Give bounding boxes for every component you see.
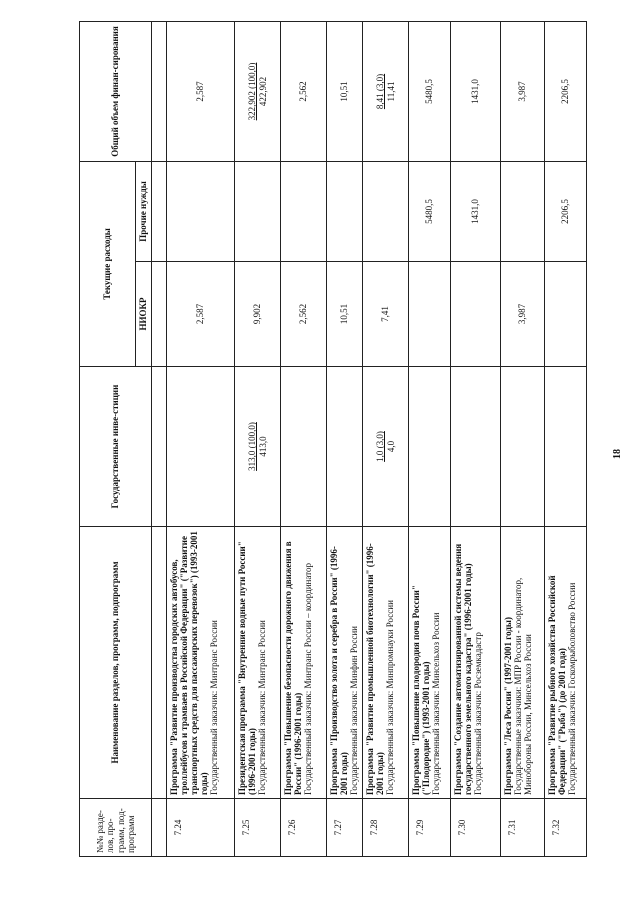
program-title: Программа "Развитие производства городских автобусов, троллейбусов и трамваев в Российской Федерации" ("Развитие транспортных средств для пассажирских перевозок") (1993-2001 годы) [169,531,210,795]
table-row [281,21,327,856]
table-row [501,21,545,856]
row-name-cell [327,527,363,799]
other-cell [167,161,235,261]
niokr-value: 3,987 [517,303,528,325]
other-cell [451,161,501,261]
total-cell [235,21,281,161]
program-customer: Государственный заказчик: Минтранс России [209,620,220,795]
row-name-cell [545,527,587,799]
table-row [409,21,451,856]
row-code: 7.29 [409,799,451,857]
total-cell [451,21,501,161]
invest-cell [409,367,451,527]
niokr-cell [327,262,363,367]
niokr-cell [451,262,501,367]
total-subvalue: 422,902 [257,76,268,107]
program-title: Программа "Производство золота и серебра в России" (1996-2001 годы) [329,546,350,795]
niokr-cell [409,262,451,367]
row-code: 7.32 [545,799,587,857]
table-row [451,21,501,856]
niokr-cell [545,262,587,367]
row-name-cell [363,527,409,799]
total-value: 1431,0 [470,79,481,104]
table-row [235,21,281,856]
total-value: 8,41 (3,0) [375,73,386,110]
row-code: 7.30 [451,799,501,857]
other-cell [545,161,587,261]
program-customer: Государственные заказчики: МПР России - координатор, Минобороны России, Минсельхоз России [513,577,534,795]
total-value: 3,987 [517,81,528,102]
total-value: 2,562 [298,81,309,102]
invest-cell [501,367,545,527]
other-cell [409,161,451,261]
total-cell [501,21,545,161]
table-row [327,21,363,856]
header-invest: Государственные инве-стиции [80,367,152,527]
program-title: Программа "Развитие промышленной биотехнологии" (1996-2001 годы) [365,543,386,795]
row-code: 7.25 [235,799,281,857]
total-value: 2206,5 [560,79,571,104]
row-code: 7.26 [281,799,327,857]
program-title: Программа "Леса России" (1997-2001 годы) [503,617,513,795]
row-name-cell [501,527,545,799]
other-cell [327,161,363,261]
table-header [80,21,152,856]
header-niokr: НИОКР [136,262,152,367]
row-name-cell [409,527,451,799]
financing-table [79,21,587,857]
total-value: 2,587 [195,81,206,102]
header-code: №№ разде-лов, про-грамм, под-программ [80,799,152,857]
total-cell [327,21,363,161]
invest-subvalue: 413,0 [257,436,268,457]
program-customer: Государственный заказчик: Минпромнауки России [385,600,396,795]
total-cell [545,21,587,161]
program-customer: Государственный заказчик: Госкомрыболовство России [567,582,578,795]
niokr-value: 10,51 [339,303,350,325]
invest-cell [363,367,409,527]
program-title: Программа "Повышение безопасности дорожного движения в России" (1996-2001 годы) [283,541,304,795]
invest-cell [451,367,501,527]
niokr-cell [363,262,409,367]
niokr-cell [501,262,545,367]
invest-value: 313,0 (100,0) [247,422,258,471]
other-value: 1431,0 [470,199,481,224]
page-number: 18 [612,449,623,459]
invest-value: 1,0 (3,0) [375,431,386,462]
niokr-cell [167,262,235,367]
program-title: Программа "Развитие рыбного хозяйства Российской Федерации" ("Рыба") (до 2001 года) [547,575,568,795]
other-cell [501,161,545,261]
other-value: 5480,5 [424,199,435,224]
total-value: 10,51 [339,81,350,102]
program-title: Программа "Создание автоматизированной системы ведения государственного земельного кадастра" (1996-2001 годы) [453,543,474,795]
program-title: Программа "Повышение плодородия почв России" ("Плодородие") (1993-2001 годы) [411,585,432,795]
program-customer: Государственный заказчик: Минтранс России [257,620,268,795]
invest-cell [545,367,587,527]
niokr-cell [281,262,327,367]
header-current: Текущие расходы [80,161,136,366]
row-name-cell [235,527,281,799]
niokr-value: 2,562 [298,303,309,325]
header-name: Наименование разделов, программ, подпрограмм [80,527,152,799]
row-code: 7.24 [167,799,235,857]
table-body [152,21,587,856]
program-customer: Государственный заказчик: Минтранс России – координатор [303,563,314,795]
invest-cell [167,367,235,527]
row-name-cell [167,527,235,799]
invest-cell [281,367,327,527]
row-code: 7.31 [501,799,545,857]
niokr-value: 7,41 [380,306,391,322]
header-total: Общий объем финан-сирования [80,21,152,161]
total-value: 5480,5 [424,79,435,104]
table-row [545,21,587,856]
total-value: 322,902 (100,0) [247,62,258,121]
total-subvalue: 11,41 [385,81,396,102]
row-code: 7.27 [327,799,363,857]
table-row [167,21,235,856]
program-customer: Государственный заказчик: Минсельхоз России [431,612,442,795]
total-cell [167,21,235,161]
invest-subvalue: 4,0 [385,440,396,453]
other-cell [281,161,327,261]
header-other: Прочие нужды [136,161,152,261]
total-cell [281,21,327,161]
niokr-cell [235,262,281,367]
program-customer: Государственный заказчик: Минфин России [349,626,360,795]
program-customer: Государственный заказчик: Росземкадастр [473,632,484,795]
invest-cell [327,367,363,527]
other-value: 2206,5 [560,199,571,224]
other-cell [235,161,281,261]
niokr-value: 9,902 [252,303,263,325]
row-name-cell [451,527,501,799]
table-row [363,21,409,856]
total-cell [363,21,409,161]
program-title: Президентская программа "Внутренние водные пути России" (1996-2001 годы) [237,541,258,795]
invest-cell [235,367,281,527]
niokr-value: 2,587 [195,303,206,325]
spacer-row [152,21,167,856]
row-code: 7.28 [363,799,409,857]
total-cell [409,21,451,161]
other-cell [363,161,409,261]
row-name-cell [281,527,327,799]
